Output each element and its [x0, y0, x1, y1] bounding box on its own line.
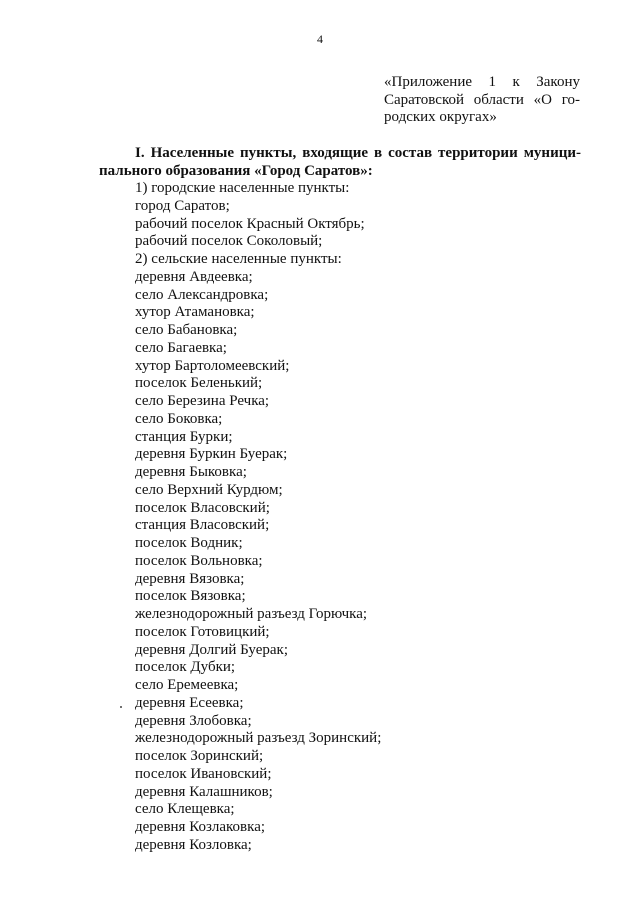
list-item: село Березина Речка; — [135, 393, 270, 409]
list-item: станция Бурки; — [135, 428, 233, 445]
list-item: село Верхний Курдюм; — [135, 481, 283, 498]
list-item: деревня Долгий Буерак; — [135, 641, 288, 658]
list-item: поселок Вольновка; — [135, 552, 263, 569]
list-item: железнодорожный разъезд Горючка; — [135, 606, 368, 622]
list-item: станция Власовский; — [135, 517, 270, 534]
list-item: село Багаевка; — [135, 339, 227, 356]
appendix-note-line: «Приложение 1 к Закону — [384, 74, 580, 90]
list-item: хутор Атамановка; — [135, 304, 255, 321]
list-item: село Бабановка; — [135, 322, 238, 338]
list-item: поселок Беленький; — [135, 375, 263, 392]
list-item: рабочий поселок Соколовый; — [135, 233, 323, 250]
list-item: деревня Быковка; — [135, 464, 247, 480]
section-heading — [99, 145, 581, 180]
list-item: село Александровка; — [135, 286, 269, 303]
settlement-list — [135, 180, 381, 855]
list-item: поселок Власовский; — [135, 499, 270, 516]
list-item: город Саратов; — [135, 197, 230, 214]
list-item: 1) городские населенные пункты: — [135, 180, 350, 196]
list-item: хутор Бартоломеевский; — [135, 357, 290, 374]
list-item: село Клещевка; — [135, 801, 235, 818]
list-item: рабочий поселок Красный Октябрь; — [135, 215, 365, 232]
section-heading-line: I. Населенные пункты, входящие в состав территории муници- — [135, 145, 581, 161]
appendix-note-line: родских округах» — [384, 109, 497, 125]
section-heading-line: пального образования «Город Саратов»: — [99, 162, 373, 179]
list-item: деревня Вязовка; — [135, 570, 245, 587]
list-item: деревня Калашников; — [135, 783, 273, 800]
list-item: деревня Есеевка; — [135, 694, 244, 711]
list-item: деревня Козловка; — [135, 836, 252, 853]
list-item: деревня Буркин Буерак; — [135, 446, 288, 463]
appendix-note — [384, 74, 580, 127]
list-item: поселок Вязовка; — [135, 588, 246, 605]
list-item: поселок Готовицкий; — [135, 623, 270, 640]
list-item: деревня Злобовка; — [135, 712, 252, 729]
page-number: 4 — [317, 32, 323, 46]
list-item: деревня Авдеевка; — [135, 268, 253, 285]
list-item: село Боковка; — [135, 410, 223, 427]
list-item: поселок Ивановский; — [135, 765, 272, 782]
list-item: поселок Дубки; — [135, 659, 236, 676]
list-item: 2) сельские населенные пункты: — [135, 251, 342, 267]
list-item: поселок Зоринский; — [135, 748, 264, 764]
appendix-note-line: Саратовской области «О го- — [384, 91, 580, 108]
scan-speck — [120, 706, 122, 708]
list-item: село Еремеевка; — [135, 677, 239, 693]
list-item: поселок Водник; — [135, 535, 243, 551]
list-item: деревня Козлаковка; — [135, 819, 266, 835]
list-item: железнодорожный разъезд Зоринский; — [135, 730, 382, 747]
